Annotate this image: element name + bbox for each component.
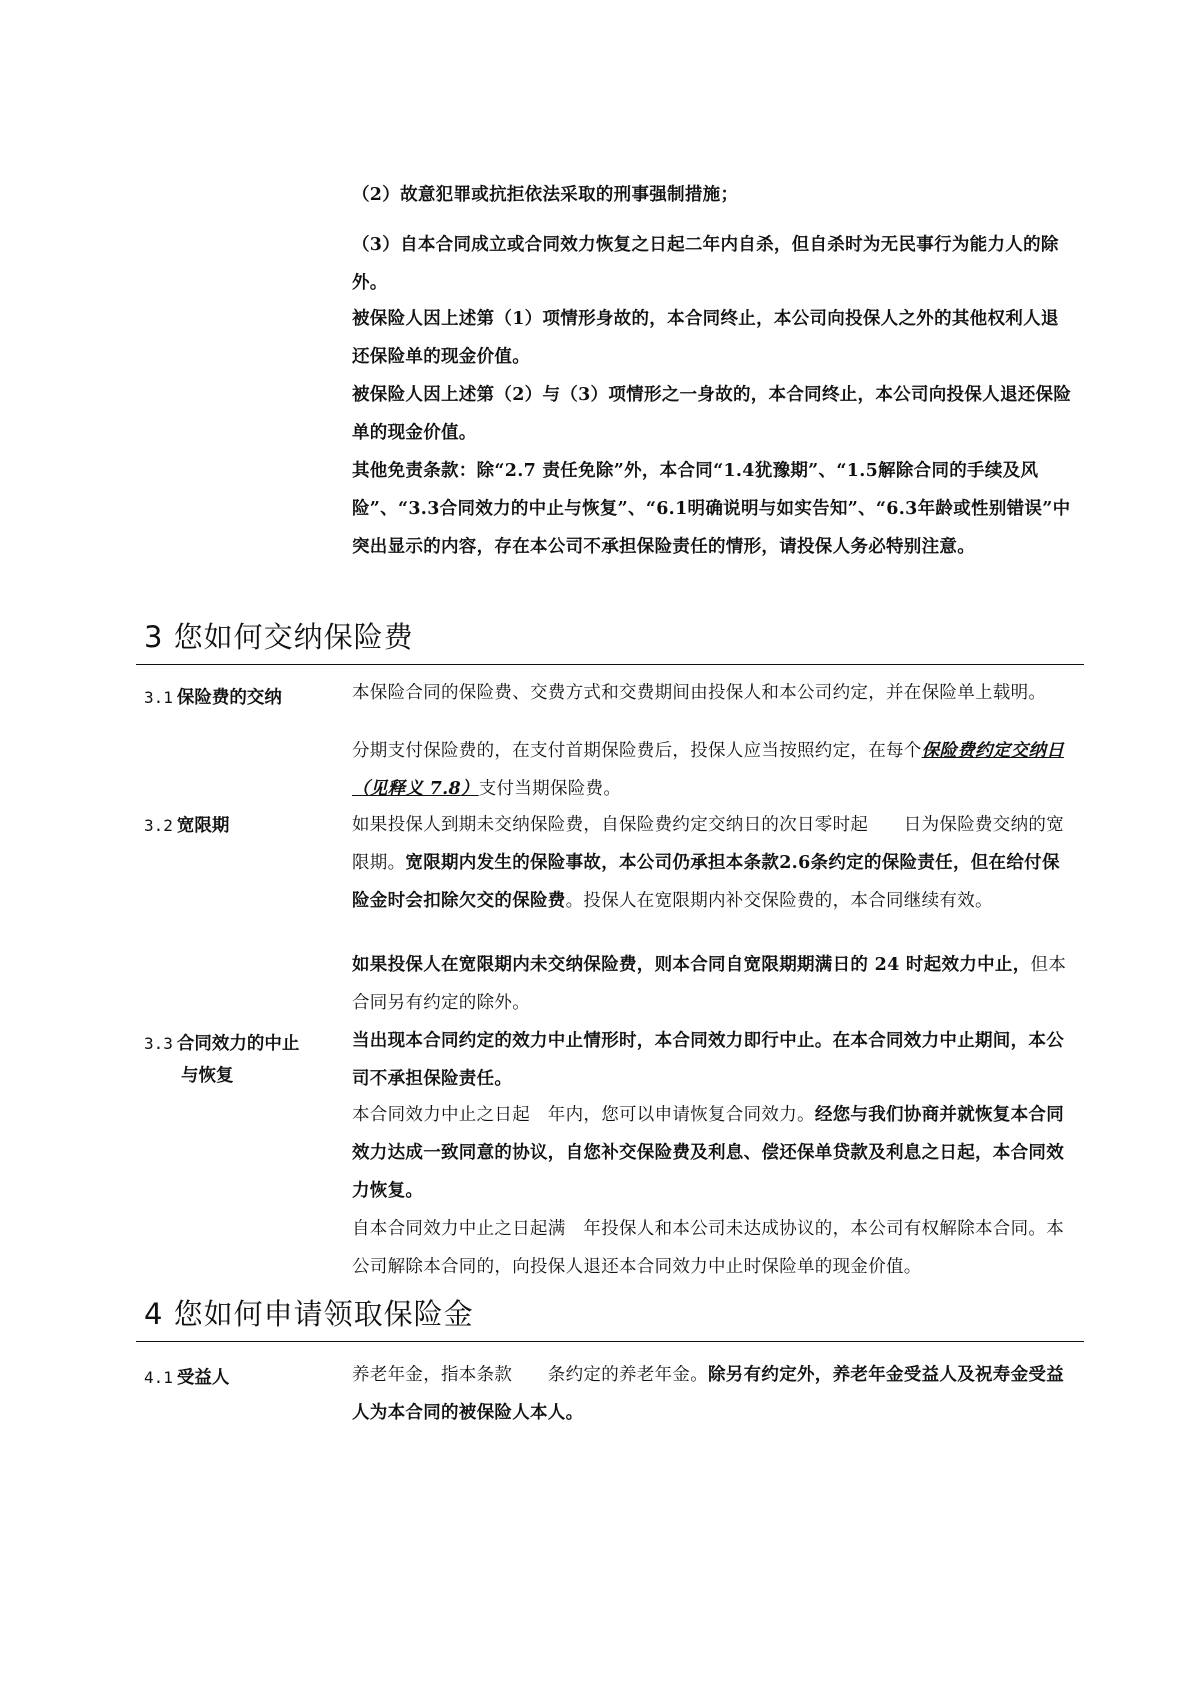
clause-3-2-paragraph-1	[352, 806, 1072, 920]
text-run: 如果投保人到期未交纳保险费，自保险费约定交纳日的次日零时起 日为保险费交纳的宽限期。	[352, 815, 1064, 873]
text-run-emphasis: 除另有约定外，养老年金受益人及祝寿金受益人为本合同的被保险人本人。	[352, 1365, 1064, 1423]
section-3-divider	[136, 664, 1084, 665]
text-run: 支付当期保险费。	[478, 779, 622, 799]
clause-number: 3.3	[144, 1034, 173, 1053]
text-run: 本合同效力中止之日起 年内，您可以申请恢复合同效力。	[352, 1105, 815, 1125]
paragraph-death-case-2-3: 被保险人因上述第（2）与（3）项情形之一身故的，本合同终止，本公司向投保人退还保险单的现金价值。	[352, 385, 1072, 443]
exclusion-item-2: （2）故意犯罪或抗拒依法采取的刑事强制措施；	[352, 185, 739, 205]
text-run-emphasis: 如果投保人在宽限期内未交纳保险费，则本合同自宽限期期满日的 24 时起效力中止，	[352, 955, 1031, 975]
clause-3-1-paragraph-2	[352, 732, 1072, 808]
clause-number: 4.1	[144, 1368, 173, 1387]
section-4-heading: 4 您如何申请领取保险金	[144, 1297, 474, 1331]
text-run: 养老年金，指本条款 条约定的养老年金。	[352, 1365, 708, 1385]
text-run: 但本合同另有约定的除外。	[352, 955, 1067, 1013]
clause-title: 宽限期	[176, 816, 230, 836]
clause-title: 保险费的交纳	[176, 688, 282, 708]
clause-title: 合同效力的中止	[176, 1034, 300, 1054]
clause-3-2-paragraph-2	[352, 946, 1072, 1022]
text-run: 分期支付保险费的，在支付首期保险费后，投保人应当按照约定，在每个	[352, 741, 922, 761]
section-4-divider	[136, 1341, 1084, 1342]
paragraph-other-exclusions: 其他免责条款：除“2.7 责任免除”外，本合同“1.4犹豫期”、“1.5解除合同的手续及风险”、“3.3合同效力的中止与恢复”、“6.1明确说明与如实告知”、“6.3年龄或性别错误”中突出显示的内容，存在本公司不承担保险责任的情形，请投保人务必特别注意。	[352, 461, 1071, 557]
section-3-heading: 3 您如何交纳保险费	[144, 620, 414, 654]
clause-4-1-label	[144, 1364, 229, 1392]
clause-3-3-paragraph-1: 当出现本合同约定的效力中止情形时，本合同效力即行中止。在本合同效力中止期间，本公司不承担保险责任。	[352, 1031, 1064, 1089]
text-run: 。投保人在宽限期内补交保险费的，本合同继续有效。	[565, 891, 993, 911]
clause-3-3-label-line-2: 与恢复	[181, 1066, 234, 1086]
clause-3-2-label	[144, 812, 229, 840]
clause-3-1-label	[144, 684, 282, 712]
text-run-emphasis: 宽限期内发生的保险事故，本公司仍承担本条款2.6条约定的保险责任，但在给付保险金时会扣除欠交的保险费	[352, 853, 1060, 911]
clause-4-1-paragraph-1	[352, 1356, 1072, 1432]
clause-3-1-paragraph-1: 本保险合同的保险费、交费方式和交费期间由投保人和本公司约定，并在保险单上载明。	[352, 683, 1047, 703]
exclusion-item-3: （3）自本合同成立或合同效力恢复之日起二年内自杀，但自杀时为无民事行为能力人的除外。	[352, 235, 1059, 293]
clause-number: 3.2	[144, 816, 173, 835]
paragraph-death-case-1: 被保险人因上述第（1）项情形身故的，本合同终止，本公司向投保人之外的其他权利人退还保险单的现金价值。	[352, 309, 1059, 367]
clause-3-3-paragraph-3: 自本合同效力中止之日起满 年投保人和本公司未达成协议的，本公司有权解除本合同。本公司解除本合同的，向投保人退还本合同效力中止时保险单的现金价值。	[352, 1219, 1064, 1277]
definition-link-premium-due-date[interactable]: 保险费约定交纳日（见释义 7.8）	[352, 741, 1065, 799]
clause-number: 3.1	[144, 688, 173, 707]
clause-3-3-paragraph-2	[352, 1096, 1072, 1210]
clause-title: 受益人	[176, 1368, 230, 1388]
clause-3-3-label	[144, 1030, 299, 1058]
text-run-emphasis: 经您与我们协商并就恢复本合同效力达成一致同意的协议，自您补交保险费及利息、偿还保单贷款及利息之日起，本合同效力恢复。	[352, 1105, 1065, 1201]
